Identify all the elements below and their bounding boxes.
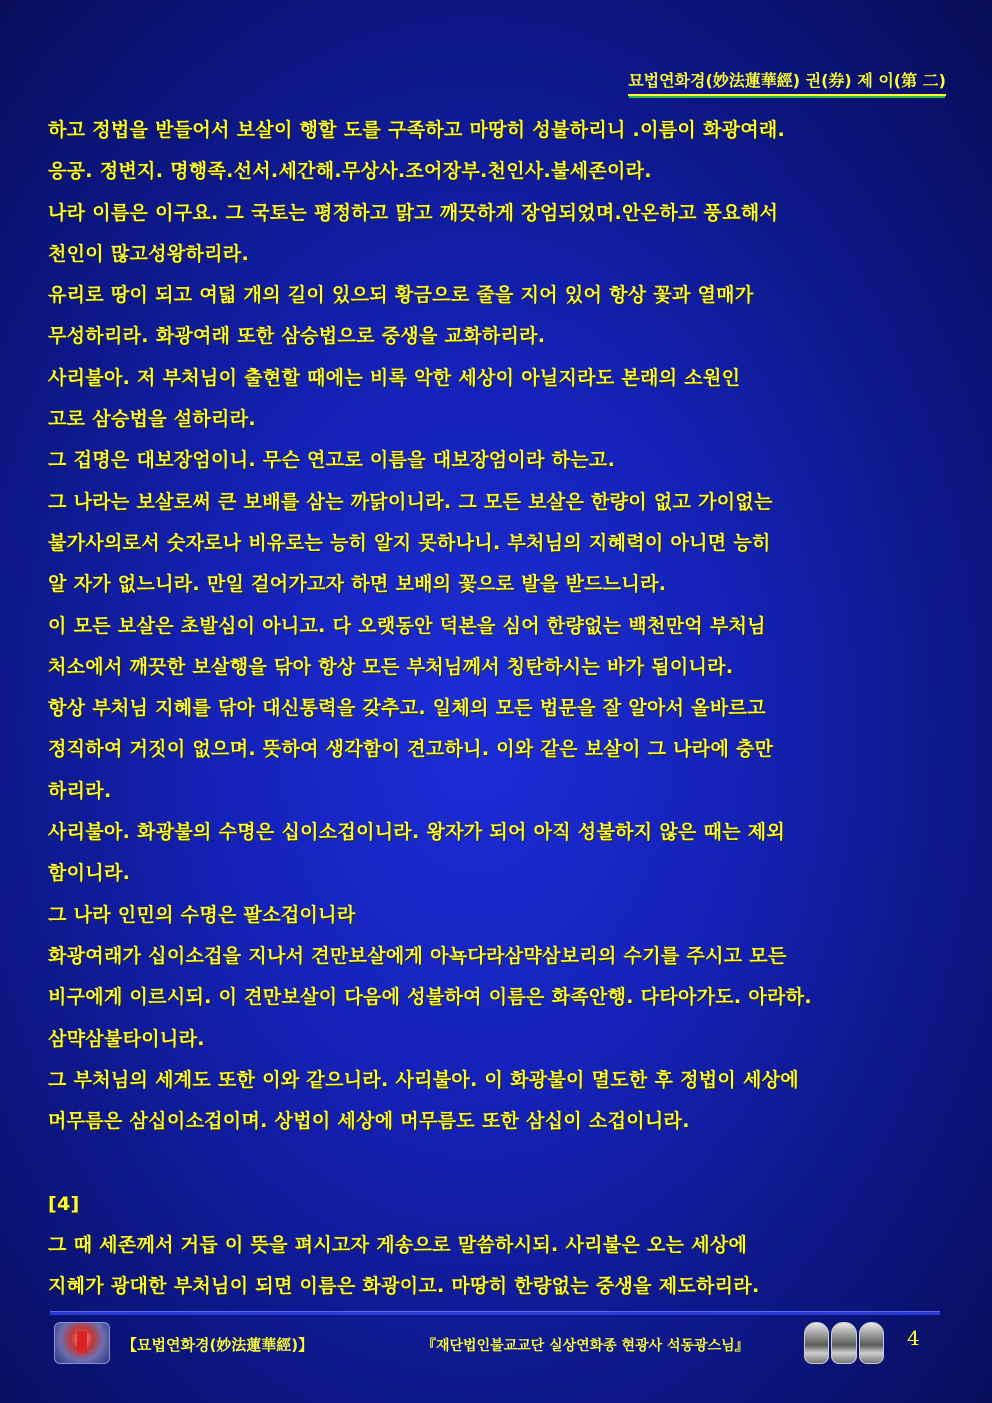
text-line: 지혜가 광대한 부처님이 되면 이름은 화광이고. 마땅히 한량없는 중생을 제도하리라. (48, 1275, 760, 1298)
text-line: 항상 부처님 지혜를 닦아 대신통력을 갖추고. 일체의 모든 법문을 잘 알아서 올바르고 (48, 697, 766, 720)
temple-logo-icon (54, 1322, 110, 1364)
footer-divider (50, 1311, 940, 1315)
text-line: 그 나라 인민의 수명은 팔소겁이니라 (48, 903, 356, 926)
page-footer (52, 1320, 942, 1366)
stupa-seals-icon (804, 1322, 884, 1362)
blank-line (48, 1142, 948, 1183)
text-line: 그 겁명은 대보장엄이니. 무슨 연고로 이름을 대보장엄이라 하는고. (48, 449, 616, 472)
text-line: 이 모든 보살은 초발심이 아니고. 다 오랫동안 덕본을 심어 한량없는 백천만억 부처님 (48, 614, 766, 637)
running-header: 묘법연화경(妙法蓮華經) 권(券) 제 이(第 二) (628, 68, 946, 96)
text-line: 나라 이름은 이구요. 그 국토는 평정하고 맑고 깨끗하게 장엄되었며.안온하고 풍요해서 (48, 201, 779, 224)
text-line: 함이니라. (48, 862, 131, 885)
text-line: 사리불아. 화광불의 수명은 십이소겁이니라. 왕자가 되어 아직 성불하지 않은 때는 제외 (48, 821, 786, 844)
text-line: 유리로 땅이 되고 여덟 개의 길이 있으되 황금으로 줄을 지어 있어 항상 꽃과 열매가 (48, 284, 754, 307)
text-line: 무성하리라. 화광여래 또한 삼승법으로 중생을 교화하리라. (48, 325, 546, 348)
text-line: 그 나라는 보살로써 큰 보배를 삼는 까닭이니라. 그 모든 보살은 한량이 없고 가이없는 (48, 490, 773, 513)
page-number: 4 (907, 1326, 920, 1350)
footer-organization: 『재단법인불교교단 실상연화종 현광사 석동광스님』 (422, 1338, 749, 1354)
stupa-icon (804, 1322, 829, 1364)
text-line: 그 부처님의 세계도 또한 이와 같으니라. 사리불아. 이 화광불이 멸도한 후 정법이 세상에 (48, 1068, 799, 1091)
text-line: 비구에게 이르시되. 이 견만보살이 다음에 성불하여 이름은 화족안행. 다타아가도. 아라하. (48, 986, 812, 1009)
text-line: 불가사의로서 숫자로나 비유로는 능히 알지 못하나니. 부처님의 지혜력이 아니면 능히 (48, 531, 771, 554)
text-line: 하리라. (48, 779, 112, 802)
footer-sutra-title: 【묘법연화경(妙法蓮華經)】 (122, 1336, 314, 1354)
text-line: 정직하여 거짓이 없으며. 뜻하여 생각함이 견고하니. 이와 같은 보살이 그 나라에 충만 (48, 738, 774, 761)
text-line: 처소에서 깨끗한 보살행을 닦아 항상 모든 부처님께서 칭탄하시는 바가 됨이니라. (48, 655, 734, 678)
text-line: 천인이 많고성왕하리라. (48, 242, 249, 265)
text-line: 머무름은 삼십이소겁이며. 상법이 세상에 머무름도 또한 삼십이 소겁이니라. (48, 1110, 690, 1133)
stupa-icon (859, 1322, 884, 1364)
text-line: 응공. 정변지. 명행족.선서.세간해.무상사.조어장부.천인사.불세존이라. (48, 160, 652, 183)
stupa-icon (831, 1322, 856, 1364)
section-number: [4] (48, 1192, 80, 1215)
text-line: 알 자가 없느니라. 만일 걸어가고자 하면 보배의 꽃으로 발을 받드느니라. (48, 573, 667, 596)
text-line: 그 때 세존께서 거듭 이 뜻을 펴시고자 게송으로 말씀하시되. 사리불은 오는 세상에 (48, 1234, 748, 1257)
body-text (48, 110, 948, 1308)
text-line: 고로 삼승법을 설하리라. (48, 408, 256, 431)
text-line: 화광여래가 십이소겁을 지나서 견만보살에게 아뇩다라삼먁삼보리의 수기를 주시고 모든 (48, 944, 787, 967)
text-line: 하고 정법을 받들어서 보살이 행할 도를 구족하고 마땅히 성불하리니 .이름이 화광여래. (48, 119, 786, 141)
text-line: 삼먁삼불타이니라. (48, 1027, 205, 1050)
text-line: 사리불아. 저 부처님이 출현할 때에는 비록 악한 세상이 아닐지라도 본래의 소원인 (48, 366, 741, 389)
